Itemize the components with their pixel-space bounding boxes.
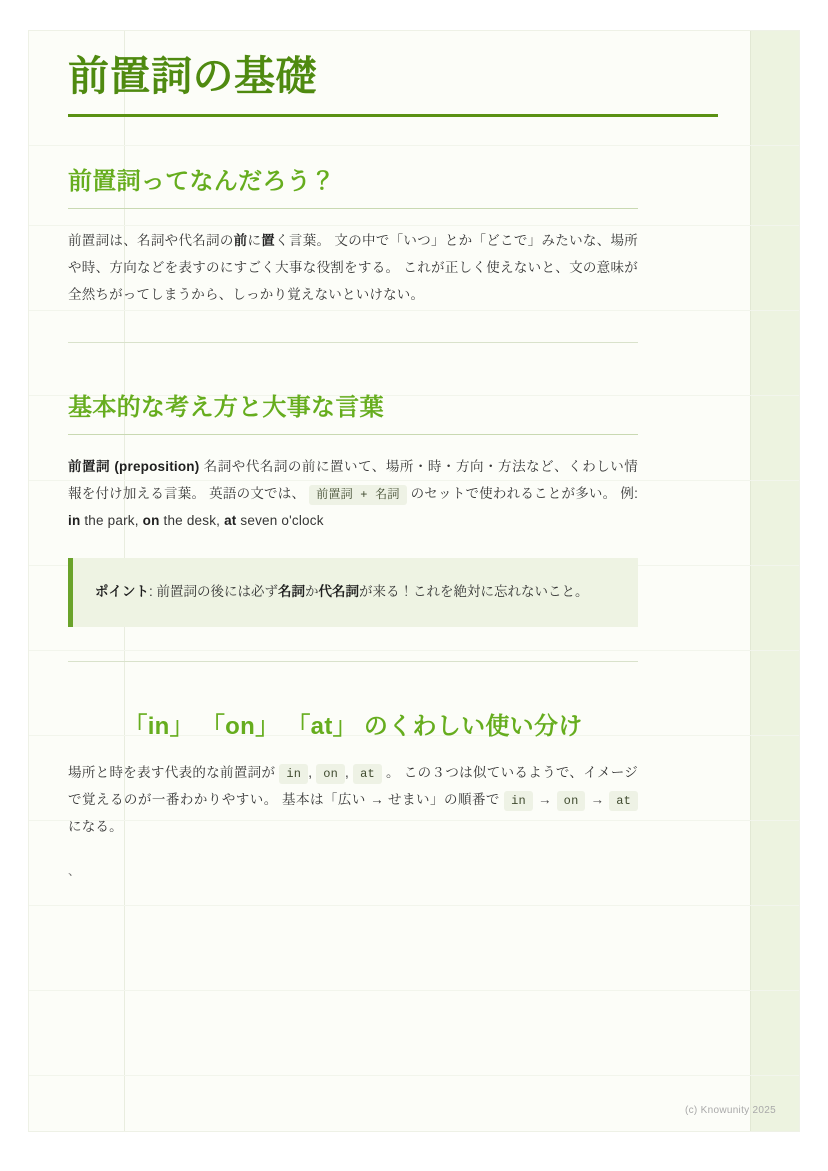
text-fragment: seven o'clock <box>240 513 324 529</box>
text-bold-mae: 前 <box>233 233 248 249</box>
text-fragment: the park, <box>84 513 139 529</box>
example-in: in <box>68 513 81 529</box>
code-on-order: on <box>557 791 586 811</box>
text-fragment: く言葉。 文の中で「いつ」とか「どこで」みたいな、場所や時、方向などを表すのにすごく大事な役割をする。 これが正しく使えないと、文の意味が全然ちがってしまうから、しっかり覚えないといけない。 <box>68 233 639 303</box>
text-fragment: 。 この３つは似ているようで、イメージで覚えるのが一番わかりやすい。 基本は「広い → せまい」の順番で <box>68 765 639 808</box>
code-in: in <box>279 764 308 784</box>
code-on: on <box>316 764 345 784</box>
text-fragment: が来る！これを絶対に忘れないこと。 <box>359 584 589 600</box>
callout-bold-pronoun: 代名詞 <box>318 584 360 600</box>
arrow-glyph: → <box>590 792 605 808</box>
text-fragment: のセットで使われることが多い。 例: <box>410 486 639 502</box>
section-heading-intro: 前置詞ってなんだろう？ <box>68 168 336 196</box>
arrow-glyph: → <box>537 792 552 808</box>
text-fragment: 場所と時を表す代表的な前置詞が <box>68 765 276 781</box>
text-fragment: か <box>305 584 319 600</box>
code-preposition-noun-set: 前置詞 + 名詞 <box>309 485 406 505</box>
callout-bold-noun: 名詞 <box>278 584 306 600</box>
text-fragment: になる。 <box>68 819 123 835</box>
text-fragment: 名詞や代名詞の前に置いて、場所・時・方向・方法など、くわしい情報を付け加える言葉。 英語の文では、 <box>68 459 638 502</box>
text-fragment: , <box>345 765 349 781</box>
footer-layer <box>28 30 800 1132</box>
code-in-order: in <box>504 791 533 811</box>
code-at-order: at <box>609 791 638 811</box>
trailing-mark: 、 <box>68 864 81 879</box>
code-at: at <box>353 764 382 784</box>
text-fragment: , <box>308 765 313 781</box>
text-fragment: the desk, <box>163 513 221 529</box>
section-heading-basics: 基本的な考え方と大事な言葉 <box>68 394 384 422</box>
text-bold-oku: 置 <box>261 233 276 249</box>
text-fragment: : 前置詞の後には必ず <box>149 584 279 600</box>
term-preposition: 前置詞 (preposition) <box>68 459 200 475</box>
text-fragment: に <box>247 233 262 249</box>
callout-label: ポイント <box>95 584 149 600</box>
section-heading-in-on-at: 「in」 「on」 「at」 のくわしい使い分け <box>123 713 583 741</box>
example-at: at <box>224 513 237 529</box>
page-footer: (c) Knowunity 2025 <box>684 1105 776 1116</box>
text-fragment: 前置詞は、名詞や代名詞の <box>68 233 234 249</box>
page-title: 前置詞の基礎 <box>68 53 317 99</box>
example-on: on <box>142 513 160 529</box>
